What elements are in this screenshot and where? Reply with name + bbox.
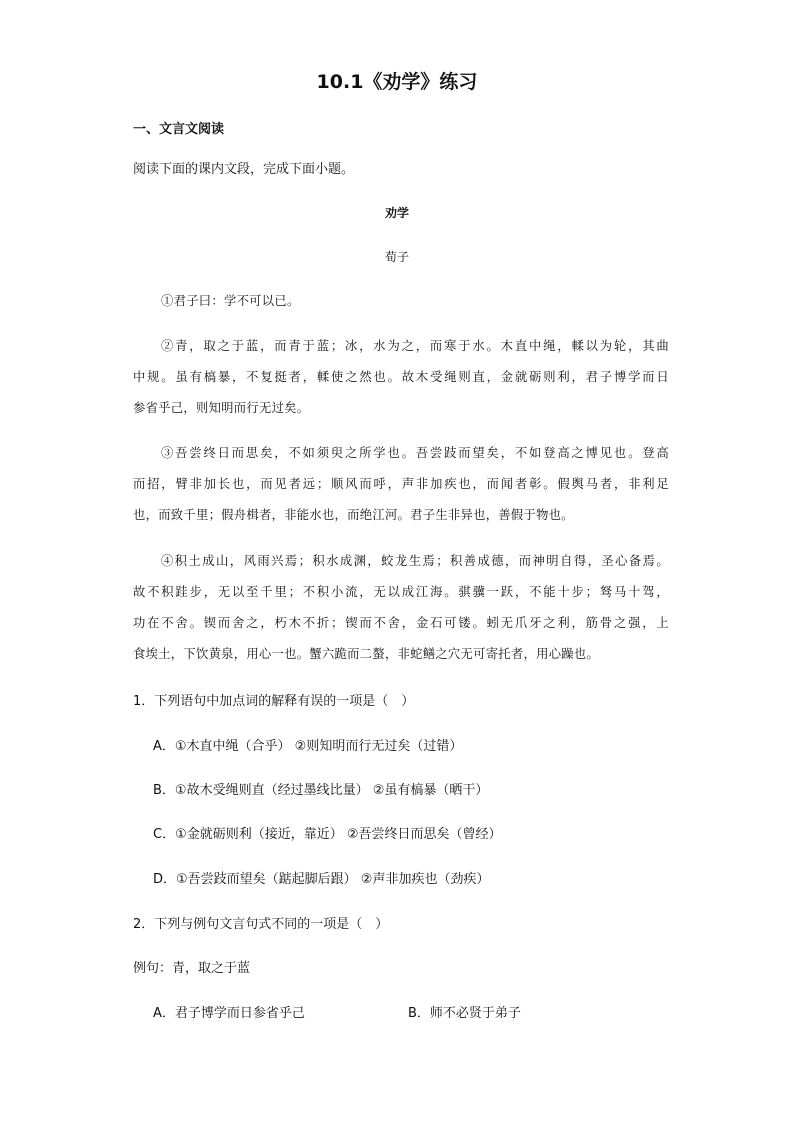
- paragraph-1: [133, 286, 669, 317]
- question-1-option-c: C．①金就砺则利（接近，靠近） ②吾尝终日而思矣（曾经）: [153, 827, 502, 842]
- paragraph-4: [133, 546, 669, 670]
- document-title: 10.1《劝学》练习: [316, 71, 478, 93]
- question-2-example: 例句：青，取之于蓝: [133, 961, 251, 976]
- section-heading: 一、文言文阅读: [133, 122, 225, 137]
- question-2-option-a: A．君子博学而日参省乎己: [153, 1006, 305, 1021]
- paragraph-line: 功在不舍。锲而舍之，朽木不折；锲而不舍，金石可镂。蚓无爪牙之利，筋骨之强，上: [133, 616, 669, 630]
- paragraph-line: 中规。虽有槁暴，不复挺者，輮使之然也。故木受绳则直，金就砺则利，君子博学而日: [133, 370, 669, 384]
- question-1-option-a: A．①木直中绳（合乎） ②则知明而行无过矣（过错）: [153, 739, 463, 754]
- paragraph-line: 食埃土，下饮黄泉，用心一也。蟹六跪而二螯，非蛇鳝之穴无可寄托者，用心躁也。: [133, 647, 600, 661]
- text-title: 劝学: [384, 206, 409, 220]
- paragraph-3: [133, 438, 669, 531]
- paragraph-line: 故不积跬步，无以至千里；不积小流，无以成江海。骐骥一跃，不能十步；驽马十驾，: [133, 585, 669, 599]
- text-author: 荀子: [384, 250, 409, 264]
- question-2-stem: 2．下列与例句文言句式不同的一项是（ ）: [133, 917, 389, 932]
- question-1-stem: 1．下列语句中加点词的解释有误的一项是（ ）: [133, 694, 415, 709]
- paragraph-line: ③吾尝终日而思矣，不如须臾之所学也。吾尝跂而望矣，不如登高之博见也。登高: [161, 446, 669, 460]
- paragraph-2: [133, 331, 669, 424]
- paragraph-line: ④积土成山，风雨兴焉；积水成渊，蛟龙生焉；积善成德，而神明自得，圣心备焉。: [161, 554, 669, 568]
- paragraph-line: ②青，取之于蓝，而青于蓝；冰，水为之，而寒于水。木直中绳，輮以为轮，其曲: [161, 339, 669, 353]
- paragraph-line: 参省乎己，则知明而行无过矣。: [133, 401, 310, 415]
- paragraph-line: 也，而致千里；假舟楫者，非能水也，而绝江河。君子生非异也，善假于物也。: [133, 508, 574, 522]
- paragraph-line: 而招，臂非加长也，而见者远；顺风而呼，声非加疾也，而闻者彰。假舆马者，非利足: [133, 477, 669, 491]
- paragraph-line: ①君子曰：学不可以已。: [161, 294, 300, 308]
- reading-instruction: 阅读下面的课内文段，完成下面小题。: [133, 162, 355, 177]
- question-1-option-d: D．①吾尝跂而望矣（踮起脚后跟） ②声非加疾也（劲疾）: [153, 872, 490, 887]
- question-1-option-b: B．①故木受绳则直（经过墨线比量） ②虽有槁暴（晒干）: [153, 783, 489, 798]
- question-2-option-b: B．师不必贤于弟子: [408, 1006, 521, 1021]
